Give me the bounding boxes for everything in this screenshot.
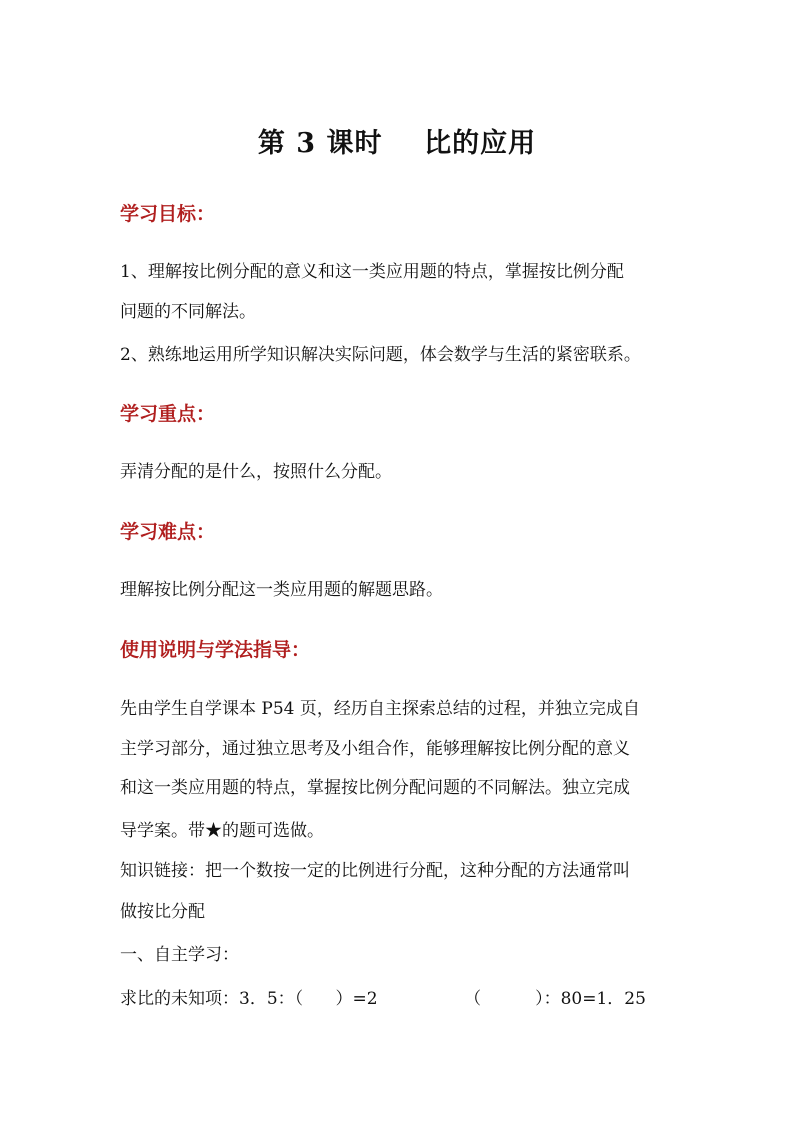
- difficulties-heading: 学习难点：: [120, 521, 216, 543]
- instructions-heading: 使用说明与学法指导：: [120, 639, 311, 661]
- instructions-line-1: 先由学生自学课本 P54 页，经历自主探索总结的过程，并独立完成自: [120, 699, 640, 719]
- difficulties-line-1: 理解按比例分配这一类应用题的解题思路。: [120, 580, 443, 600]
- key-points-heading: 学习重点：: [120, 403, 216, 425]
- knowledge-link-line-1: 知识链接：把一个数按一定的比例进行分配，这种分配的方法通常叫: [120, 861, 630, 881]
- key-points-line-1: 弄清分配的是什么，按照什么分配。: [120, 462, 392, 482]
- self-study-heading: 一、自主学习：: [120, 945, 239, 965]
- knowledge-link-line-2: 做按比分配: [120, 902, 205, 922]
- instructions-line-2: 主学习部分，通过独立思考及小组合作，能够理解按比例分配的意义: [120, 739, 630, 759]
- objectives-heading: 学习目标：: [120, 203, 216, 225]
- objectives-line-2: 问题的不同解法。: [120, 302, 256, 322]
- instructions-line-4: 导学案。带★的题可选做。: [120, 821, 324, 841]
- instructions-line-3: 和这一类应用题的特点，掌握按比例分配问题的不同解法。独立完成: [120, 778, 630, 798]
- ratio-exercise-line: 求比的未知项：3．5：（ ）=2 （ ）：80=1．25: [120, 989, 646, 1009]
- page-title: 第 3 课时 比的应用: [257, 128, 537, 159]
- objectives-line-3: 2、熟练地运用所学知识解决实际问题，体会数学与生活的紧密联系。: [120, 345, 641, 365]
- objectives-line-1: 1、理解按比例分配的意义和这一类应用题的特点，掌握按比例分配: [120, 262, 624, 282]
